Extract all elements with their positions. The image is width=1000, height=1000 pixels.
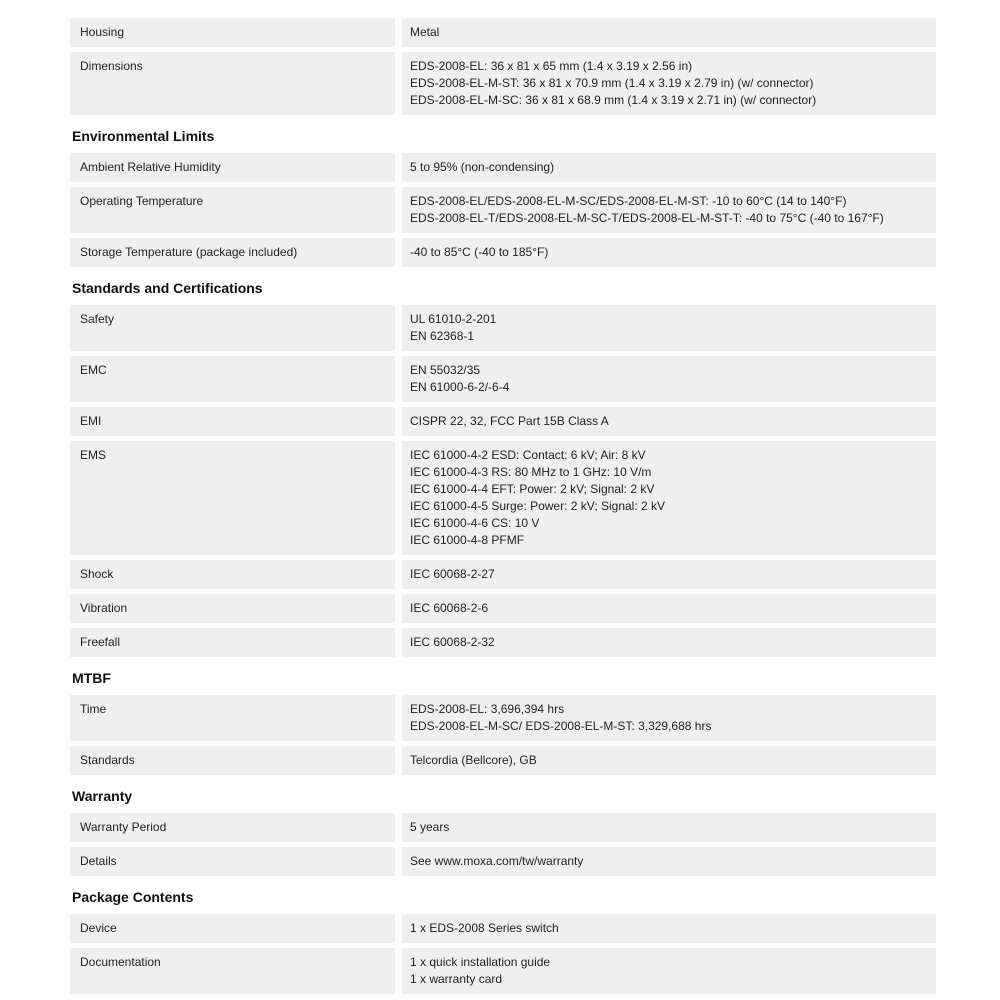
spec-value-line: 1 x quick installation guide [410,955,551,969]
spec-value [402,305,936,351]
spec-row [70,695,936,741]
spec-value-line: IEC 61000-4-5 Surge: Power: 2 kV; Signal: 2 kV [410,499,666,513]
spec-value-line: CISPR 22, 32, FCC Part 15B Class A [410,414,609,428]
spec-row [70,914,936,943]
spec-section [70,280,936,657]
section-rows [70,153,936,267]
spec-table [70,18,936,999]
spec-value-line: Telcordia (Bellcore), GB [410,753,537,767]
spec-label: EMS [70,441,395,555]
section-title: MTBF [72,670,111,686]
spec-row [70,746,936,775]
spec-row [70,18,936,47]
spec-label: Documentation [70,948,395,994]
spec-value [402,847,936,876]
spec-value [402,187,936,233]
spec-value-line: EDS-2008-EL: 3,696,394 hrs [410,702,565,716]
spec-row [70,153,936,182]
spec-value-line: IEC 60068-2-27 [410,567,495,581]
spec-section [70,670,936,775]
spec-value-line: EDS-2008-EL/EDS-2008-EL-M-SC/EDS-2008-EL-M-ST: -10 to 60°C (14 to 140°F) [410,194,847,208]
spec-row [70,560,936,589]
spec-value [402,407,936,436]
spec-value [402,238,936,267]
spec-value [402,746,936,775]
spec-label: Freefall [70,628,395,657]
spec-value-line: 1 x EDS-2008 Series switch [410,921,559,935]
spec-value-line: EN 62368-1 [410,329,475,343]
spec-value [402,914,936,943]
spec-label: Device [70,914,395,943]
spec-value-line: IEC 61000-4-3 RS: 80 MHz to 1 GHz: 10 V/m [410,465,652,479]
spec-row [70,441,936,555]
spec-section [70,788,936,876]
spec-label: Housing [70,18,395,47]
spec-value-line: IEC 61000-4-6 CS: 10 V [410,516,540,530]
spec-value-line: EDS-2008-EL-M-SC: 36 x 81 x 68.9 mm (1.4 x 3.19 x 2.71 in) (w/ connector) [410,93,817,107]
spec-label: Warranty Period [70,813,395,842]
spec-label: Details [70,847,395,876]
spec-value-line: EDS-2008-EL-M-ST: 36 x 81 x 70.9 mm (1.4 x 3.19 x 2.79 in) (w/ connector) [410,76,814,90]
spec-row [70,356,936,402]
spec-label: Operating Temperature [70,187,395,233]
spec-label: Shock [70,560,395,589]
spec-value-line: 1 x warranty card [410,972,503,986]
spec-value [402,695,936,741]
spec-label: Dimensions [70,52,395,115]
spec-value-line: EN 61000-6-2/-6-4 [410,380,510,394]
spec-value-line: IEC 60068-2-6 [410,601,489,615]
spec-value-line: IEC 61000-4-4 EFT: Power: 2 kV; Signal: 2 kV [410,482,655,496]
spec-label: Storage Temperature (package included) [70,238,395,267]
section-title: Environmental Limits [72,128,215,144]
spec-value-line: IEC 61000-4-2 ESD: Contact: 6 kV; Air: 8 kV [410,448,646,462]
spec-label: EMI [70,407,395,436]
spec-section [70,128,936,267]
spec-value [402,594,936,623]
spec-value-line: -40 to 85°C (-40 to 185°F) [410,245,549,259]
spec-row [70,407,936,436]
spec-value-line: IEC 61000-4-8 PFMF [410,533,525,547]
spec-value [402,948,936,994]
section-rows [70,18,936,115]
spec-value-line: EDS-2008-EL-T/EDS-2008-EL-M-SC-T/EDS-2008-EL-M-ST-T: -40 to 75°C (-40 to 167°F) [410,211,884,225]
spec-row [70,813,936,842]
section-rows [70,305,936,657]
spec-value [402,813,936,842]
spec-value [402,356,936,402]
spec-value-line: EDS-2008-EL-M-SC/ EDS-2008-EL-M-ST: 3,329,688 hrs [410,719,712,733]
spec-value-line: See www.moxa.com/tw/warranty [410,854,584,868]
section-rows [70,813,936,876]
spec-row [70,52,936,115]
spec-value-line: UL 61010-2-201 [410,312,497,326]
spec-label: EMC [70,356,395,402]
spec-value [402,560,936,589]
spec-value [402,628,936,657]
spec-row [70,948,936,994]
spec-value [402,441,936,555]
section-title: Package Contents [72,889,194,905]
spec-value [402,18,936,47]
spec-row [70,238,936,267]
spec-value [402,153,936,182]
spec-row [70,847,936,876]
spec-section [70,889,936,994]
spec-label: Vibration [70,594,395,623]
section-title: Standards and Certifications [72,280,263,296]
spec-row [70,594,936,623]
spec-section [70,18,936,115]
spec-value-line: EN 55032/35 [410,363,481,377]
section-rows [70,914,936,994]
spec-label: Standards [70,746,395,775]
spec-label: Ambient Relative Humidity [70,153,395,182]
spec-value-line: IEC 60068-2-32 [410,635,495,649]
spec-label: Safety [70,305,395,351]
section-rows [70,695,936,775]
spec-value-line: Metal [410,25,440,39]
spec-row [70,628,936,657]
spec-row [70,187,936,233]
spec-value [402,52,936,115]
section-title: Warranty [72,788,133,804]
spec-value-line: EDS-2008-EL: 36 x 81 x 65 mm (1.4 x 3.19 x 2.56 in) [410,59,693,73]
spec-label: Time [70,695,395,741]
spec-row [70,305,936,351]
spec-value-line: 5 to 95% (non-condensing) [410,160,555,174]
spec-value-line: 5 years [410,820,450,834]
